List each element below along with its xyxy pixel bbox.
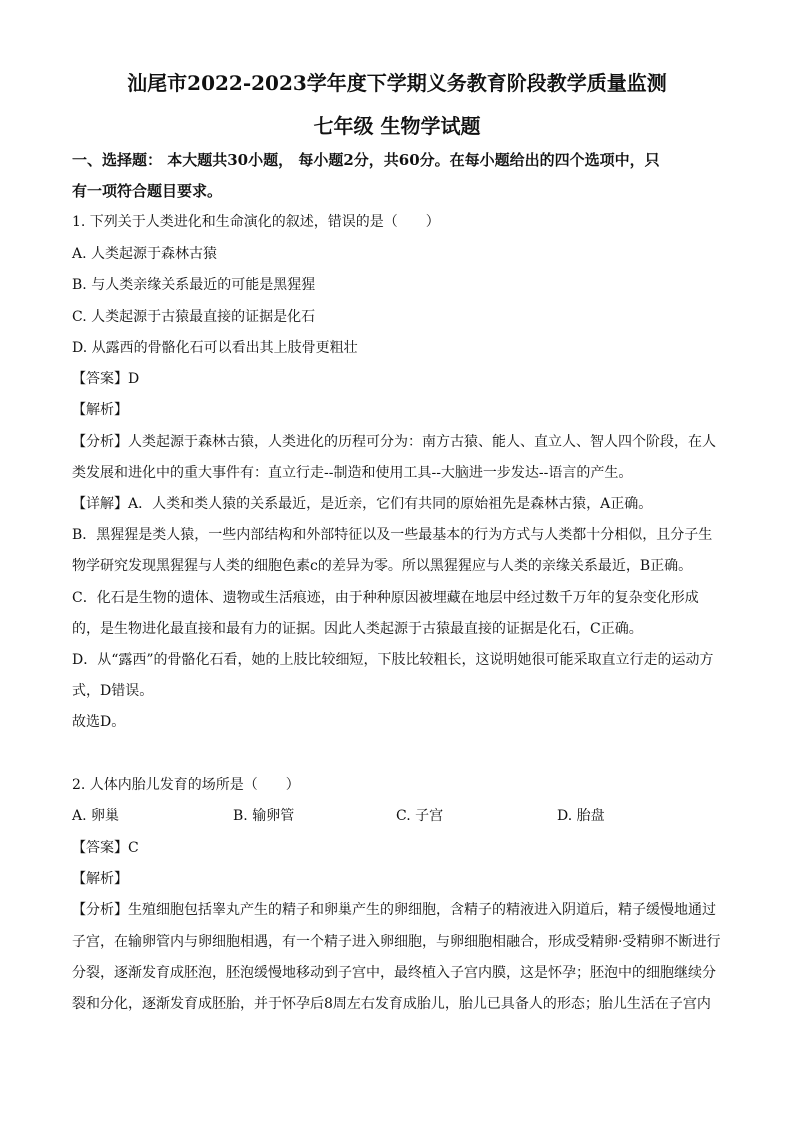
q1-explain-b-1: B．黑猩猩是类人猿，一些内部结构和外部特征以及一些最基本的行为方式与人类都十分相似，且分子生 bbox=[72, 527, 713, 543]
q1-conclusion: 故选D。 bbox=[72, 714, 126, 730]
q1-fenxi-row-1 bbox=[72, 432, 716, 452]
q2-jiexi-tag: 【解析】 bbox=[72, 871, 128, 887]
q2-option-a: A. 卵巢 bbox=[72, 808, 120, 824]
q2-answer-tag: 【答案】 bbox=[72, 840, 128, 856]
q1-answer-tag: 【答案】 bbox=[72, 371, 128, 387]
section-heading-line-1: 一、选择题： 本大题共30小题， 每小题2分，共60分。在每小题给出的四个选项中，只 bbox=[72, 151, 660, 169]
q1-explain-b-2: 物学研究发现黑猩猩与人类的细胞色素c的差异为零。所以黑猩猩应与人类的亲缘关系最近，B正确。 bbox=[72, 558, 693, 574]
q1-option-b: B. 与人类亲缘关系最近的可能是黑猩猩 bbox=[72, 277, 316, 293]
q2-fenxi-text-3: 分裂，逐渐发育成胚泡，胚泡缓慢地移动到子宫中，最终植入子宫内膜，这是怀孕；胚泡中的细胞继续分 bbox=[72, 965, 716, 981]
section-heading-line-2: 有一项符合题目要求。 bbox=[72, 182, 223, 200]
document-subtitle: 七年级 生物学试题 bbox=[313, 114, 481, 138]
q1-fenxi-text-2: 类发展和进化中的重大事件有：直立行走--制造和使用工具--大脑进一步发达--语言的产生。 bbox=[72, 465, 633, 481]
q2-fenxi-text-1: 生殖细胞包括睾丸产生的精子和卵巢产生的卵细胞，含精子的精液进入阴道后，精子缓慢地通过 bbox=[128, 902, 716, 918]
q1-fenxi-text-1: 人类起源于森林古猿，人类进化的历程可分为：南方古猿、能人、直立人、智人四个阶段，在人 bbox=[128, 434, 716, 450]
q1-explain-d-1: D．从“露西”的骨骼化石看，她的上肢比较细短，下肢比较粗长，这说明她很可能采取直立行走的运动方 bbox=[72, 652, 714, 668]
q1-option-c: C. 人类起源于古猿最直接的证据是化石 bbox=[72, 309, 316, 325]
document-title: 汕尾市2022-2023学年度下学期义务教育阶段教学质量监测 bbox=[127, 71, 667, 95]
q1-xiangjie-tag: 【详解】 bbox=[72, 496, 128, 512]
q1-explain-c-1: C．化石是生物的遗体、遗物或生活痕迹，由于种种原因被埋藏在地层中经过数千万年的复杂变化形成 bbox=[72, 590, 699, 606]
q1-option-d: D. 从露西的骨骼化石可以看出其上肢骨更粗壮 bbox=[72, 340, 358, 356]
q2-stem: 2. 人体内胎儿发育的场所是（ ） bbox=[72, 777, 300, 793]
q2-option-c: C. 子宫 bbox=[396, 808, 444, 824]
q1-explain-c-2: 的，是生物进化最直接和最有力的证据。因此人类起源于古猿最直接的证据是化石，C正确。 bbox=[72, 621, 643, 637]
q2-fenxi-text-2: 子宫，在输卵管内与卵细胞相遇，有一个精子进入卵细胞，与卵细胞相融合，形成受精卵·受精卵不断进行 bbox=[72, 934, 721, 950]
q1-jiexi-tag: 【解析】 bbox=[72, 402, 128, 418]
q1-xiangjie-row bbox=[72, 494, 652, 514]
q1-answer-value: D bbox=[128, 371, 140, 387]
q1-explain-d-2: 式，D错误。 bbox=[72, 683, 154, 699]
q2-answer-row bbox=[72, 838, 139, 858]
q1-answer-row bbox=[72, 369, 139, 389]
q1-fenxi-tag: 【分析】 bbox=[72, 434, 128, 450]
q2-answer-value: C bbox=[128, 840, 139, 856]
q2-fenxi-row-1 bbox=[72, 900, 716, 920]
q2-option-b: B. 输卵管 bbox=[233, 808, 295, 824]
q1-option-a: A. 人类起源于森林古猿 bbox=[72, 246, 218, 262]
q1-xiangjie-text: A．人类和类人猿的关系最近，是近亲，它们有共同的原始祖先是森林古猿，A正确。 bbox=[128, 496, 653, 512]
q2-fenxi-tag: 【分析】 bbox=[72, 902, 128, 918]
q1-stem: 1. 下列关于人类进化和生命演化的叙述，错误的是（ ） bbox=[72, 214, 440, 230]
q2-fenxi-text-4: 裂和分化，逐渐发育成胚胎，并于怀孕后8周左右发育成胎儿，胎儿已具备人的形态；胎儿生活在子宫内 bbox=[72, 996, 711, 1012]
q2-option-d: D. 胎盘 bbox=[557, 808, 605, 824]
